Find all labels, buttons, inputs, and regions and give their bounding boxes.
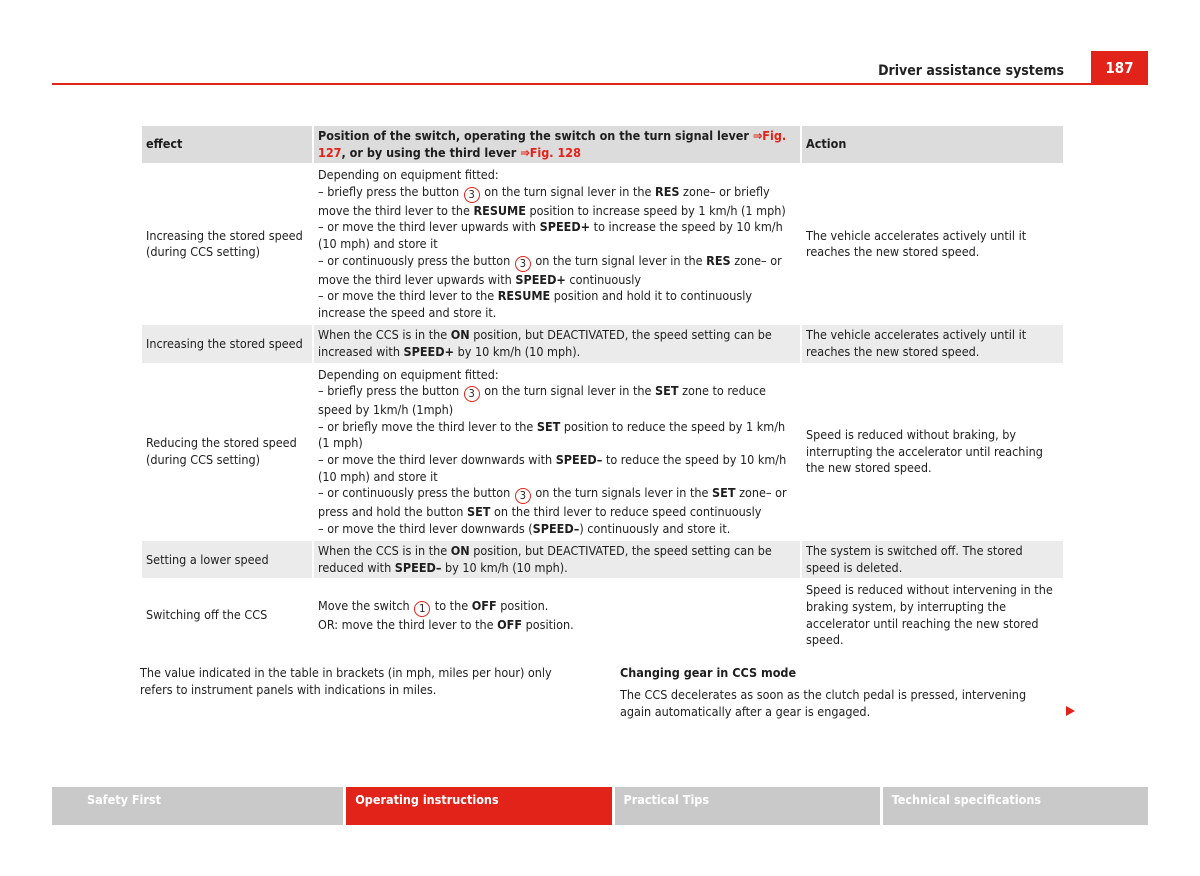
row-position: Move the switch 1 to the OFF position. OR: move the third lever to the OFF position.: [313, 579, 801, 651]
button-3-icon: 3: [464, 187, 480, 203]
figure-reference-127[interactable]: ⇒Fig. 127: [318, 128, 787, 160]
row-effect: Increasing the stored speed: [141, 324, 313, 363]
row-effect: Reducing the stored speed (during CCS setting): [141, 364, 313, 541]
button-3-icon: 3: [464, 386, 480, 402]
row-position: Depending on equipment fitted: – briefly press the button 3 on the turn signal lever in the RES zone– or briefly move the third lever to the RESUME position to increase speed by 1 km/h (1 mph) – or move the third lever upwards with SPEED+ to increase the speed by 10 km/h (10 mph) and store it – or continuously press the button 3 on the turn signal lever in the RES zone– or move the third lever upwards with SPEED+ continuously – or move the third lever to the RESUME position and hold it to continuously increase the speed and store it.: [313, 164, 801, 324]
table-row: [141, 364, 1064, 541]
table-row: [141, 324, 1064, 363]
gear-change-note: [620, 664, 1050, 720]
header-action: Action: [801, 125, 1064, 164]
header-position: Position of the switch, operating the switch on the turn signal lever ⇒Fig. 127, or by using the third lever ⇒Fig. 128: [313, 125, 801, 164]
table-row: [141, 164, 1064, 324]
table-header-row: [141, 125, 1064, 164]
row-position: When the CCS is in the ON position, but DEACTIVATED, the speed setting can be reduced with SPEED– by 10 km/h (10 mph).: [313, 540, 801, 579]
row-action: The vehicle accelerates actively until it reaches the new stored speed.: [801, 324, 1064, 363]
gear-change-heading: Changing gear in CCS mode: [620, 665, 797, 680]
table-row: [141, 579, 1064, 651]
row-action: The vehicle accelerates actively until it reaches the new stored speed.: [801, 164, 1064, 324]
button-3-icon: 3: [515, 256, 531, 272]
tab-operating-instructions[interactable]: Operating instructions: [346, 787, 611, 825]
page-number: 187: [1091, 51, 1148, 85]
header-effect: effect: [141, 125, 313, 164]
button-3-icon: 3: [515, 488, 531, 504]
row-effect: Increasing the stored speed (during CCS setting): [141, 164, 313, 324]
section-title: Driver assistance systems: [878, 63, 1064, 79]
header-rule: [52, 83, 1148, 85]
row-action: Speed is reduced without intervening in the braking system, by interrupting the accelerator until reaching the new stored speed.: [801, 579, 1064, 651]
row-effect: Setting a lower speed: [141, 540, 313, 579]
row-action: Speed is reduced without braking, by interrupting the accelerator until reaching the new stored speed.: [801, 364, 1064, 541]
gear-change-text: The CCS decelerates as soon as the clutch pedal is pressed, intervening again automatically after a gear is engaged.: [620, 687, 1027, 719]
tab-practical-tips[interactable]: Practical Tips: [615, 787, 880, 825]
figure-reference-128[interactable]: ⇒Fig. 128: [520, 144, 581, 160]
row-action: The system is switched off. The stored speed is deleted.: [801, 540, 1064, 579]
footer-navigation: [52, 787, 1148, 825]
row-position: When the CCS is in the ON position, but DEACTIVATED, the speed setting can be increased with SPEED+ by 10 km/h (10 mph).: [313, 324, 801, 363]
ccs-function-table: [140, 124, 1065, 653]
row-position: Depending on equipment fitted: – briefly press the button 3 on the turn signal lever in the SET zone to reduce speed by 1km/h (1mph) – or briefly move the third lever to the SET position to reduce the speed by 1 km/h (1 mph) – or move the third lever downwards with SPEED– to reduce the speed by 10 km/h (10 mph) and store it – or continuously press the button 3 on the turn signals lever in the SET zone– or press and hold the button SET on the third lever to reduce speed continuously – or move the third lever downwards (SPEED–) continuously and store it.: [313, 364, 801, 541]
continue-arrow-icon: [1066, 706, 1075, 716]
row-effect: Switching off the CCS: [141, 579, 313, 651]
tab-technical-specifications[interactable]: Technical specifications: [883, 787, 1148, 825]
button-1-icon: 1: [414, 601, 430, 617]
mph-note: The value indicated in the table in brackets (in mph, miles per hour) only refers to instrument panels with indications in miles.: [140, 665, 552, 697]
table-row: [141, 540, 1064, 579]
tab-safety-first[interactable]: Safety First: [52, 787, 343, 825]
